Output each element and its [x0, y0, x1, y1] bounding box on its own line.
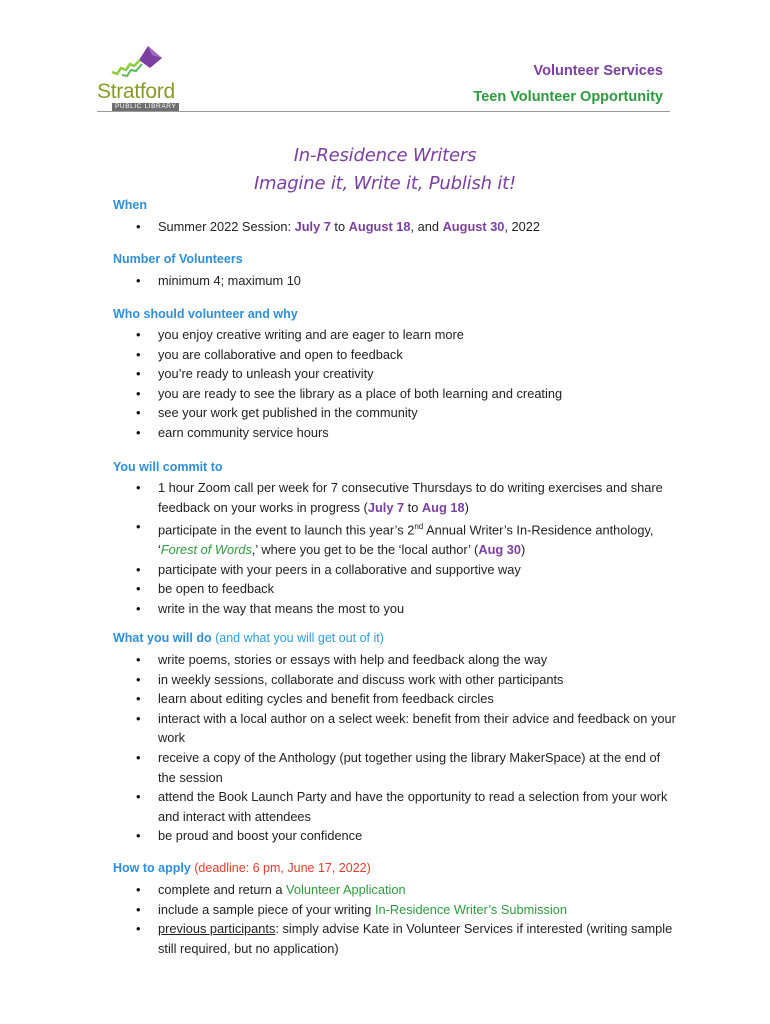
commit-list: [136, 478, 676, 618]
commit-heading: You will commit to: [113, 460, 223, 474]
list-item: • earn community service hours: [136, 423, 676, 443]
list-item: • write in the way that means the most to you: [136, 599, 676, 619]
department-heading: Volunteer Services: [533, 63, 663, 79]
logo-subtitle: PUBLIC LIBRARY: [112, 103, 179, 111]
number-list: [136, 271, 676, 291]
list-item: • participate with your peers in a collaborative and supportive way: [136, 560, 676, 580]
what-you-will-do-heading: What you will do (and what you will get out of it): [113, 631, 384, 645]
list-item: • Summer 2022 Session: July 7 to August 18, and August 30, 2022: [136, 217, 676, 237]
how-to-apply-list: [136, 880, 676, 958]
who-list: [136, 325, 676, 443]
list-item: • be proud and boost your confidence: [136, 826, 676, 846]
list-item: • complete and return a Volunteer Application: [136, 880, 676, 900]
list-item: • previous participants: simply advise Kate in Volunteer Services if interested (writing sample still required, but no application): [136, 919, 676, 958]
book-title: Forest of Words: [160, 542, 252, 558]
page-title: In-Residence Writers: [293, 145, 477, 166]
list-item: • interact with a local author on a select week: benefit from their advice and feedback on your work: [136, 709, 676, 748]
list-item: • see your work get published in the community: [136, 403, 676, 423]
list-item: • minimum 4; maximum 10: [136, 271, 676, 291]
how-to-apply-heading: How to apply (deadline: 6 pm, June 17, 2022): [113, 861, 371, 875]
list-item: • be open to feedback: [136, 579, 676, 599]
list-item: • 1 hour Zoom call per week for 7 consecutive Thursdays to do writing exercises and share feedback on your works in progress (July 7 to Aug 18): [136, 478, 676, 517]
number-heading: Number of Volunteers: [113, 252, 243, 266]
deadline-text: deadline: 6 pm, June 17, 2022: [198, 861, 367, 875]
volunteer-application-link[interactable]: Volunteer Application: [286, 882, 406, 897]
list-item: • write poems, stories or essays with help and feedback along the way: [136, 650, 676, 670]
list-item: • participate in the event to launch this year’s 2nd Annual Writer’s In-Residence anthology, ‘Forest of Words,’ where you get to be the ‘local author’ (Aug 30): [136, 517, 676, 559]
when-heading: When: [113, 198, 148, 212]
list-item: • receive a copy of the Anthology (put together using the library MakerSpace) at the end of the session: [136, 748, 676, 787]
list-item: • you’re ready to unleash your creativity: [136, 364, 676, 384]
submission-link[interactable]: In-Residence Writer’s Submission: [374, 901, 567, 917]
header-divider: [97, 111, 670, 112]
when-list: [136, 217, 676, 237]
list-item: • you are collaborative and open to feedback: [136, 345, 676, 365]
list-item: • you enjoy creative writing and are eager to learn more: [136, 325, 676, 345]
list-item: • in weekly sessions, collaborate and discuss work with other participants: [136, 670, 676, 690]
logo-wordmark: Stratford: [97, 80, 175, 103]
page-tagline: Imagine it, Write it, Publish it!: [253, 173, 517, 194]
who-heading: Who should volunteer and why: [113, 307, 298, 321]
list-item: • attend the Book Launch Party and have the opportunity to read a selection from your work and interact with attendees: [136, 787, 676, 826]
list-item: • include a sample piece of your writing In-Residence Writer’s Submission: [136, 900, 676, 920]
list-item: • learn about editing cycles and benefit from feedback circles: [136, 689, 676, 709]
list-item: • you are ready to see the library as a place of both learning and creating: [136, 384, 676, 404]
opportunity-heading: Teen Volunteer Opportunity: [473, 89, 663, 105]
what-you-will-do-list: [136, 650, 676, 846]
